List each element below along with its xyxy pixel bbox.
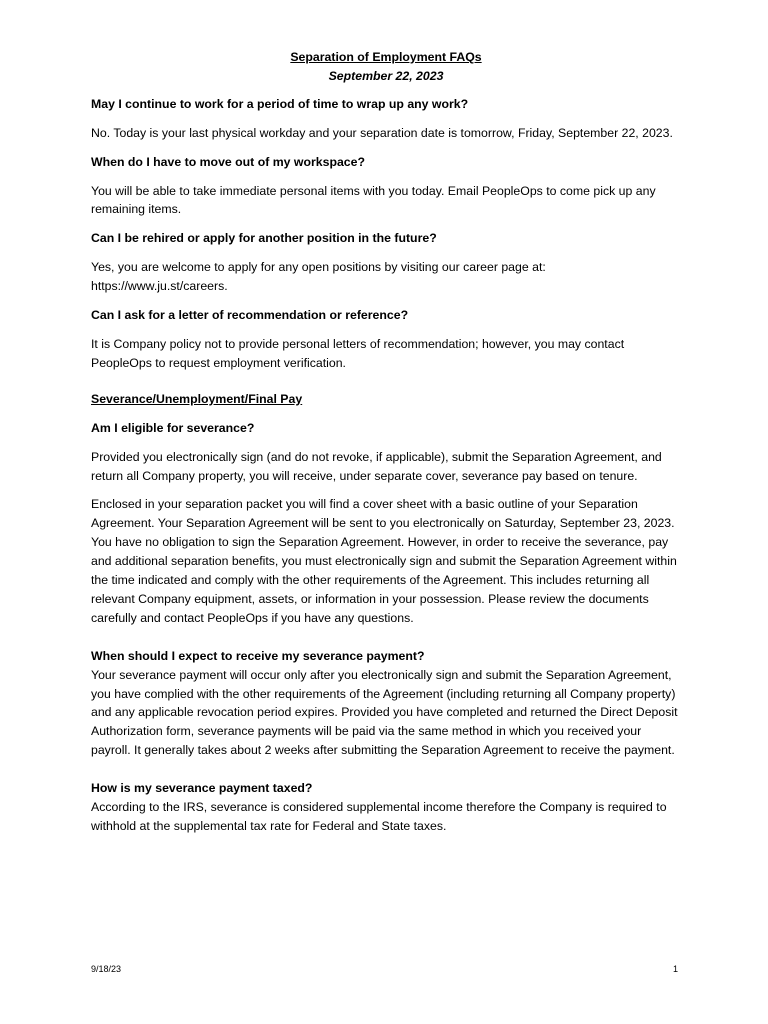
faq-question: Can I ask for a letter of recommendation or reference? [91, 308, 409, 323]
faq-answer: Yes, you are welcome to apply for any open positions by visiting our career page at: https://www.ju.st/careers. [91, 260, 546, 294]
faq-answer: According to the IRS, severance is considered supplemental income therefore the Company is required to withhold at the supplemental tax rate for Federal and State taxes. [91, 800, 667, 833]
document-date: September 22, 2023 [328, 68, 444, 83]
faq-question: How is my severance payment taxed? [91, 781, 313, 796]
faq-answer: Your severance payment will occur only after you electronically sign and submit the Separation Agreement, you have complied with the other requirements of the Agreement (including returning all Company property) and any applicable revocation period expires. Provided you have completed and returned the Direct Deposit Authorization form, severance payments will be paid via the same method in which you received your payroll. It generally takes about 2 weeks after submitting the Separation Agreement to receive the payment. [91, 667, 678, 758]
faq-answer: You will be able to take immediate personal items with you today. Email PeopleOps to come pick up any remaining items. [91, 183, 656, 217]
section-heading: Severance/Unemployment/Final Pay [91, 391, 303, 406]
faq-question: When should I expect to receive my severance payment? [91, 648, 425, 663]
faq-answer: Provided you electronically sign (and do not revoke, if applicable), submit the Separation Agreement, and return all Company property, you will receive, under separate cover, severance pay based on tenure. [91, 449, 662, 483]
faq-answer: It is Company policy not to provide personal letters of recommendation; however, you may contact PeopleOps to request employment verification. [91, 336, 625, 370]
faq-question: Am I eligible for severance? [91, 420, 255, 435]
faq-answer: Enclosed in your separation packet you will find a cover sheet with a basic outline of your Separation Agreement. Your Separation Agreement will be sent to you electronically on Saturday, September 23, 2023. You have no obligation to sign the Separation Agreement. However, in order to receive the severance, pay and additional separation benefits, you must electronically sign and submit the Separation Agreement within the time indicated and comply with the other requirements of the Agreement. This includes returning all relevant Company equipment, assets, or information in your possession. Please review the documents carefully and contact PeopleOps if you have any questions. [91, 497, 677, 625]
document-body [91, 48, 681, 846]
faq-question: May I continue to work for a period of time to wrap up any work? [91, 96, 469, 111]
faq-question: When do I have to move out of my workspace? [91, 154, 365, 169]
faq-question: Can I be rehired or apply for another position in the future? [91, 231, 437, 246]
faq-answer: No. Today is your last physical workday and your separation date is tomorrow, Friday, September 22, 2023. [91, 125, 673, 140]
document-title: Separation of Employment FAQs [290, 50, 482, 64]
footer-date: 9/18/23 [91, 964, 122, 974]
page-number: 1 [673, 964, 679, 974]
